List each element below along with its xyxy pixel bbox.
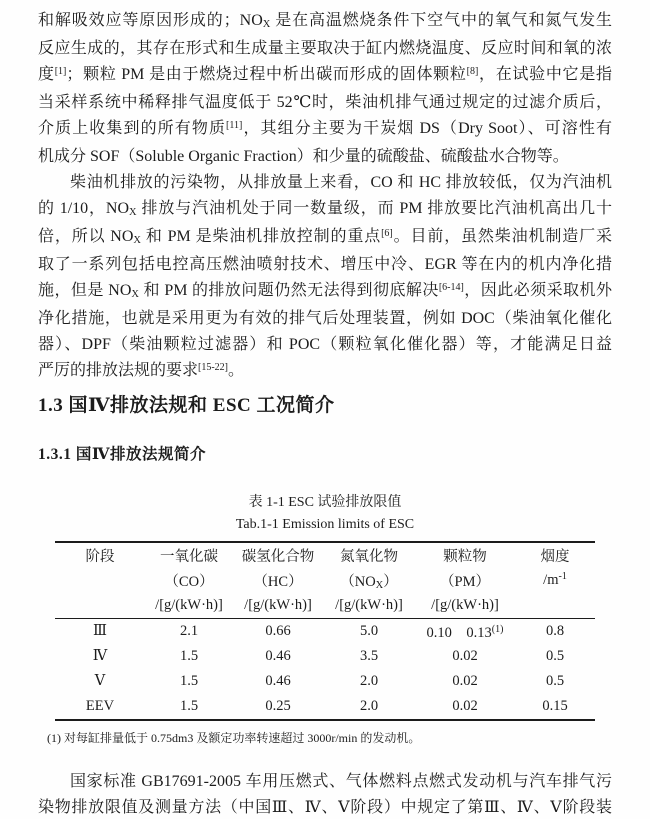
section-heading: 1.3 国Ⅳ排放法规和 ESC 工况简介 (38, 395, 335, 416)
table-cell: 0.02 (452, 673, 478, 689)
table-header-cell: 一氧化碳 (160, 549, 218, 565)
text-line: 柴油机排放的污染物，从排放量上来看，CO 和 HC 排放较低，仅为汽油机 (70, 174, 612, 191)
text-line: 净化措施，也就是采用更为有效的排气后处理装置，例如 DOC（柴油氧化催化 (38, 310, 612, 327)
table-cell: 0.5 (545, 648, 565, 664)
text-line: 和解吸效应等原因形成的；NOX 是在高温燃烧条件下空气中的氧气和氮气发生 (38, 12, 612, 30)
table-header-cell: （HC） (253, 574, 303, 590)
table-cell: 1.5 (179, 673, 199, 689)
table-cell: 0.66 (265, 623, 291, 639)
text-line: 国家标准 GB17691-2005 车用压燃式、气体燃料点燃式发动机与汽车排气污 (70, 773, 612, 790)
subscript: X (129, 207, 137, 218)
table-header-row (55, 542, 595, 568)
table-header-row (55, 593, 595, 619)
superscript: -1 (558, 571, 567, 582)
table-header-cell: /[g/(kW·h)] (415, 593, 515, 619)
table-body (55, 619, 595, 721)
table-header-cell (55, 593, 145, 619)
table-row (55, 619, 595, 645)
table-cell: 0.8 (545, 623, 565, 639)
text-line: 施，但是 NOX 和 PM 的排放问题仍然无法得到彻底解决[6-14]，因此必须采取机外 (38, 282, 612, 300)
text-line: 度[1]；颗粒 PM 是由于燃烧过程中析出碳而形成的固体颗粒[8]，在试验中它是指 (38, 66, 612, 83)
superscript: [1] (54, 66, 67, 77)
table-cell: Ⅳ (92, 648, 108, 664)
text-line: 取了一系列包括电控高压燃油喷射技术、增压中冷、EGR 等在内的机内净化措 (38, 256, 612, 273)
subscript: X (262, 19, 271, 30)
table-cell: 0.5 (545, 673, 565, 689)
table-header-cell: /[g/(kW·h)] (145, 593, 233, 619)
table-caption-english: Tab.1-1 Emission limits of ESC (235, 517, 415, 532)
text-line: 染物排放限值及测量方法（中国Ⅲ、Ⅳ、Ⅴ阶段）中规定了第Ⅲ、Ⅳ、Ⅴ阶段装 (38, 799, 612, 816)
table-footnote: (1) 对每缸排量低于 0.75dm3 及额定功率转速超过 3000r/min 的发动机。 (47, 731, 421, 745)
table-header-cell: （PM） (440, 574, 490, 590)
table-cell: 0.15 (542, 698, 568, 714)
table-caption-chinese: 表 1-1 ESC 试验排放限值 (248, 495, 402, 510)
table-row (55, 669, 595, 694)
text-line: 的 1/10，NOX 排放与汽油机处于同一数量级，而 PM 排放要比汽油机高出几十 (38, 200, 612, 218)
table-header-cell: 阶段 (85, 549, 115, 565)
superscript: (1) (491, 624, 504, 635)
table-header-cell (515, 593, 595, 619)
table-cell: 0.02 (452, 698, 478, 714)
subscript: X (375, 580, 384, 591)
superscript: [6-14] (438, 282, 464, 293)
table-header-cell: 碳氢化合物 (241, 549, 315, 565)
table-header-row (55, 568, 595, 593)
table-cell: EEV (85, 698, 115, 714)
table-cell: 2.0 (359, 673, 379, 689)
table-cell: 0.10 0.13$^{(1)}$ (426, 624, 504, 641)
table-header-cell: 氮氧化物 (340, 549, 398, 565)
superscript: [15-22] (198, 362, 229, 373)
table-header-cell: 烟度 (540, 549, 570, 565)
table-header-cell: /[g/(kW·h)] (323, 593, 415, 619)
table-cell: 3.5 (359, 648, 379, 664)
subsection-heading: 1.3.1 国Ⅳ排放法规简介 (38, 446, 206, 463)
table-cell: 0.25 (265, 698, 291, 714)
table-header-cell: $/m^{-1}$ (543, 571, 567, 588)
text-line: 器）、DPF（柴油颗粒过滤器）和 POC（颗粒氧化催化器）等，才能满足日益 (38, 336, 612, 353)
table-header-cell: （CO） (164, 574, 214, 590)
table-cell: 1.5 (179, 648, 199, 664)
table-cell: Ⅲ (93, 623, 107, 639)
table-cell: 2.0 (359, 698, 379, 714)
paragraph-continuation (38, 8, 612, 170)
text-line: 机成分 SOF（Soluble Organic Fraction）和少量的硫酸盐、硫酸盐水合物等。 (38, 148, 569, 165)
table-cell: 1.5 (179, 698, 199, 714)
table-header (55, 542, 595, 619)
subscript: X (133, 235, 142, 246)
table-header-cell (55, 568, 145, 593)
table-cell: 0.46 (265, 648, 291, 664)
text-line: 严厉的排放法规的要求[15-22]。 (38, 362, 245, 379)
text-line: 反应生成的，其存在形式和生成量主要取决于缸内燃烧温度、反应时间和氧的浓 (38, 40, 612, 57)
table-header-cell: /[g/(kW·h)] (233, 593, 323, 619)
table-header-cell: 颗粒物 (443, 549, 487, 565)
table-cell: Ⅴ (94, 673, 106, 689)
table-row (55, 644, 595, 669)
emission-limits-table (55, 541, 595, 721)
table-cell: 0.46 (265, 673, 291, 689)
superscript: [8] (466, 66, 479, 77)
text-line: 当采样系统中稀释排气温度低于 52℃时，柴油机排气通过规定的过滤介质后， (38, 94, 612, 111)
text-line: 倍，所以 NOX 和 PM 是柴油机排放控制的重点[6]。目前，虽然柴油机制造厂采 (38, 228, 612, 246)
superscript: [11] (226, 120, 243, 131)
table-header-cell: （NOX） (340, 574, 398, 591)
table-cell: 2.1 (179, 623, 199, 639)
paragraph-national-standard (38, 769, 612, 819)
subscript: X (131, 289, 139, 300)
table-row (55, 694, 595, 720)
superscript: [6] (381, 228, 393, 239)
paragraph-diesel-pollutants (38, 170, 612, 386)
table-cell: 5.0 (359, 623, 379, 639)
text-line: 介质上收集到的所有物质[11]，其组分主要为干炭烟 DS（Dry Soot）、可溶性有 (38, 120, 612, 137)
table-cell: 0.02 (452, 648, 478, 664)
